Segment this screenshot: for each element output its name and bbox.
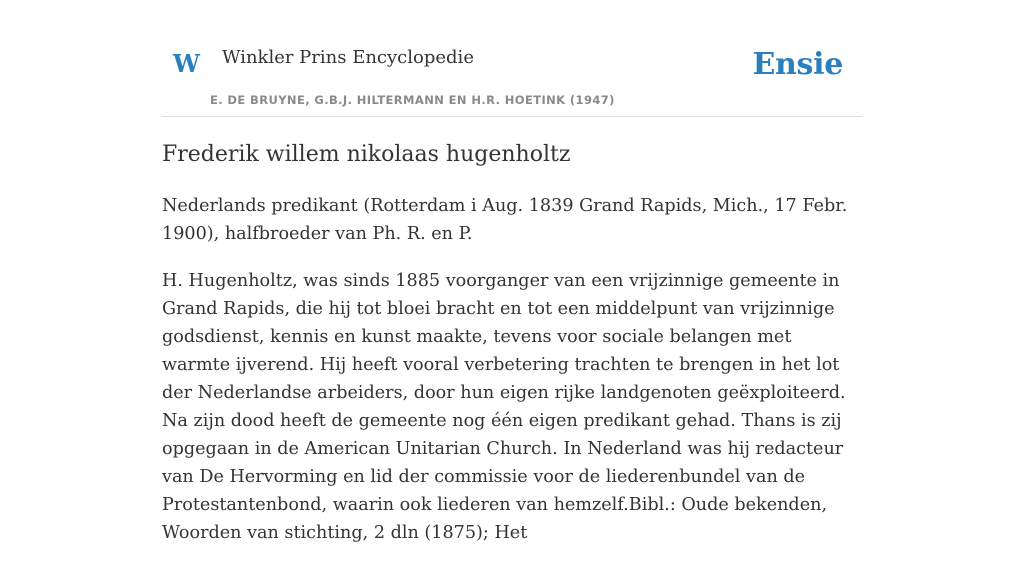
brand-logo[interactable]: Ensie xyxy=(752,47,843,82)
source-title[interactable]: Winkler Prins Encyclopedie xyxy=(222,47,474,68)
source-logo-icon[interactable]: W xyxy=(173,49,200,78)
article-paragraph-1: Nederlands predikant (Rotterdam i Aug. 1839 Grand Rapids, Mich., 17 Febr. 1900), halfbroeder van Ph. R. en P. xyxy=(162,196,848,244)
source-authors: E. DE BRUYNE, G.B.J. HILTERMANN EN H.R. HOETINK (1947) xyxy=(210,93,615,107)
article-paragraph-2: H. Hugenholtz, was sinds 1885 voorganger van een vrijzinnige gemeente in Grand Rapids, die hij tot bloei bracht en tot een middelpunt van vrijzinnige godsdienst, kennis en kunst maakte, tevens voor sociale belangen met warmte ijverend. Hij heeft vooral verbetering trachten te brengen in het lot der Nederlandse arbeiders, door hun eigen rijke landgenoten geëxploiteerd. Na zijn dood heeft de gemeente nog één eigen predikant gehad. Thans is zij opgegaan in de American Unitarian Church. In Nederland was hij redacteur van De Hervorming en lid der commissie voor de liederenbundel van de Protestantenbond, waarin ook liederen van hemzelf.Bibl.: Oude bekenden, Woorden van stichting, 2 dln (1875); Het xyxy=(162,271,846,543)
article-title: Frederik willem nikolaas hugenholtz xyxy=(162,142,571,167)
source-header xyxy=(162,30,862,117)
article-body xyxy=(162,192,862,566)
